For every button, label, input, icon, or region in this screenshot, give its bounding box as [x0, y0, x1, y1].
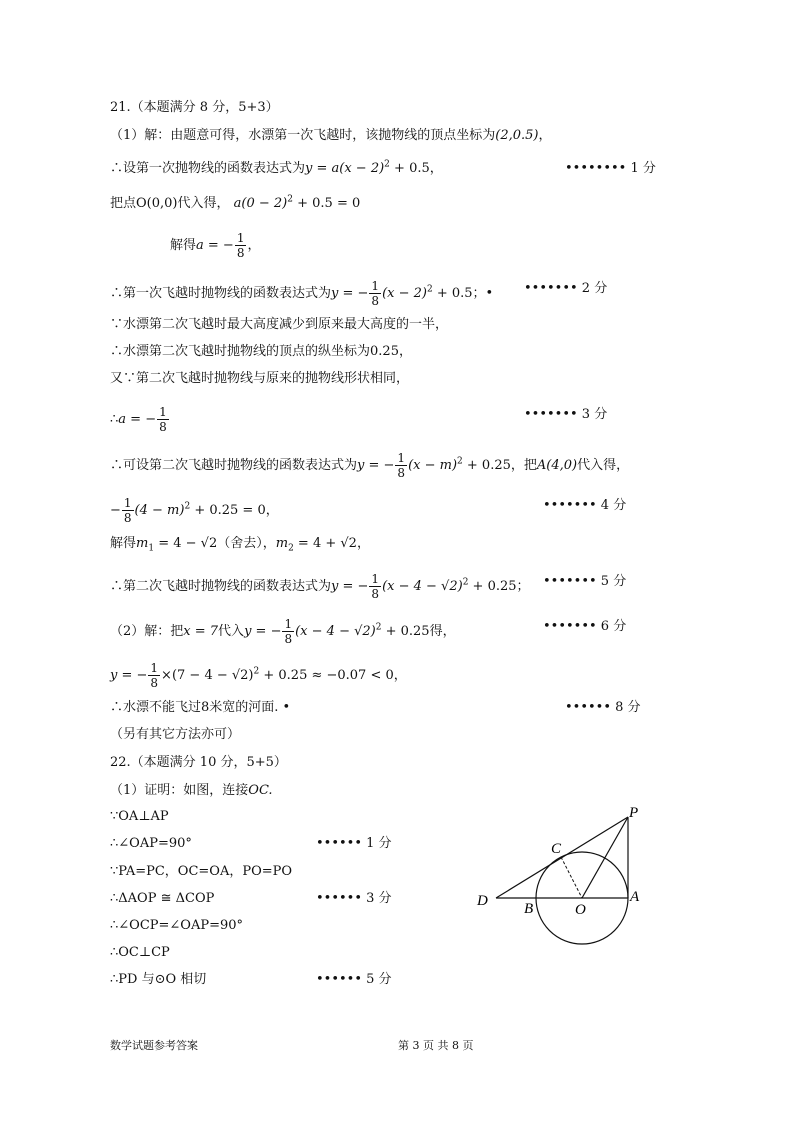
q22-score-1: •••••• 1 分: [316, 836, 392, 851]
score-5: ••••••• 5 分: [543, 574, 627, 589]
q22-line-2: ∵OA⊥AP: [110, 809, 169, 824]
q21-header: 21.（本题满分 8 分，5+3）: [110, 100, 279, 115]
q22-line-1: （1）证明：如图，连接OC.: [110, 783, 273, 798]
q21-line-2: ∴设第一次抛物线的函数表达式为$y = a(x - 2)^2 + 0.5$，: [110, 159, 443, 176]
q21-line-11: − $\frac{1}{8}$ $(4 - m)^2 + 0.25 = 0$，: [110, 496, 279, 525]
score-2: ••••••• 2 分: [524, 281, 608, 296]
label-o: O: [575, 902, 586, 918]
q21-line-6: ∵水漂第二次飞越时最大高度减少到原来最大高度的一半，: [110, 317, 449, 332]
q22-line-5: ∴ΔAOP ≅ ΔCOP: [110, 891, 215, 906]
footer-page: 第 3 页 共 8 页: [398, 1039, 474, 1052]
q21-line-9: ∴a = − $\frac{1}{8}$: [110, 405, 167, 434]
fraction-one-eighth: $\frac{1}{8}$: [236, 231, 245, 260]
q21-line-5: ∴第一次飞越时抛物线的函数表达式为y = − $\frac{1}{8}$ $(x - 2)^2 + 0.5$；•: [110, 279, 494, 308]
q21-line-12: 解得$m_1 = 4 - √2$（舍去），$m_2 = 4 + √2$，: [110, 536, 370, 554]
q21-line-15: y = − $\frac{1}{8}$ $\times(7 - 4 - √2)^2 + 0.25 \approx -0.07 < 0$，: [110, 661, 407, 690]
footer-left: 数学试题参考答案: [110, 1039, 198, 1052]
q22-line-4: ∵PA=PC，OC=OA，PO=PO: [110, 864, 293, 879]
q22-line-7: ∴OC⊥CP: [110, 945, 170, 960]
q22-line-8: ∴PD 与⊙O 相切: [110, 972, 207, 987]
q21-note: （另有其它方法亦可）: [110, 727, 241, 742]
q21-line-16: ∴水漂不能飞过8米宽的河面. •: [110, 700, 291, 715]
label-c: C: [551, 841, 562, 857]
q21-line-13: ∴第二次飞越时抛物线的函数表达式为y = − $\frac{1}{8}$ $(x - 4 - √2)^2 + 0.25$；: [110, 572, 530, 601]
geometry-figure: [468, 795, 652, 947]
q21-line-8: 又∵第二次飞越时抛物线与原来的抛物线形状相同，: [110, 371, 410, 386]
q21-line-7: ∴水漂第二次飞越时抛物线的顶点的纵坐标为0.25，: [110, 344, 412, 359]
score-1: •••••••• 1 分: [565, 161, 656, 176]
q21-line-10: ∴可设第二次飞越时抛物线的函数表达式为y = − $\frac{1}{8}$ $(x - m)^2 + 0.25$，把A(4,0)代入得，: [110, 451, 630, 480]
label-p: P: [629, 805, 639, 821]
q21-line-1: （1）解：由题意可得，水漂第一次飞越时，该抛物线的顶点坐标为(2,0.5)，: [110, 128, 552, 143]
score-8: •••••• 8 分: [565, 700, 641, 715]
q22-line-3: ∴∠OAP=90°: [110, 836, 192, 851]
q21-line-14: （2）解：把x = 7代入y = − $\frac{1}{8}$ $(x - 4 - √2)^2 + 0.25$得，: [110, 617, 456, 646]
label-a: A: [630, 889, 640, 905]
figure-border: [468, 795, 652, 947]
q21-line-3: 把点O(0,0)代入得， $a(0 - 2)^2 + 0.5 = 0$: [110, 194, 361, 211]
score-6: ••••••• 6 分: [543, 619, 627, 634]
q22-score-3: •••••• 3 分: [316, 891, 392, 906]
q22-header: 22.（本题满分 10 分，5+5）: [110, 755, 287, 770]
label-d: D: [477, 893, 488, 909]
score-3: ••••••• 3 分: [524, 407, 608, 422]
score-4: ••••••• 4 分: [543, 498, 627, 513]
q21-line-4: 解得a = − $\frac{1}{8}$ ，: [170, 231, 261, 260]
q22-score-5: •••••• 5 分: [316, 972, 392, 987]
q22-line-6: ∴∠OCP=∠OAP=90°: [110, 918, 244, 933]
label-b: B: [524, 901, 534, 917]
